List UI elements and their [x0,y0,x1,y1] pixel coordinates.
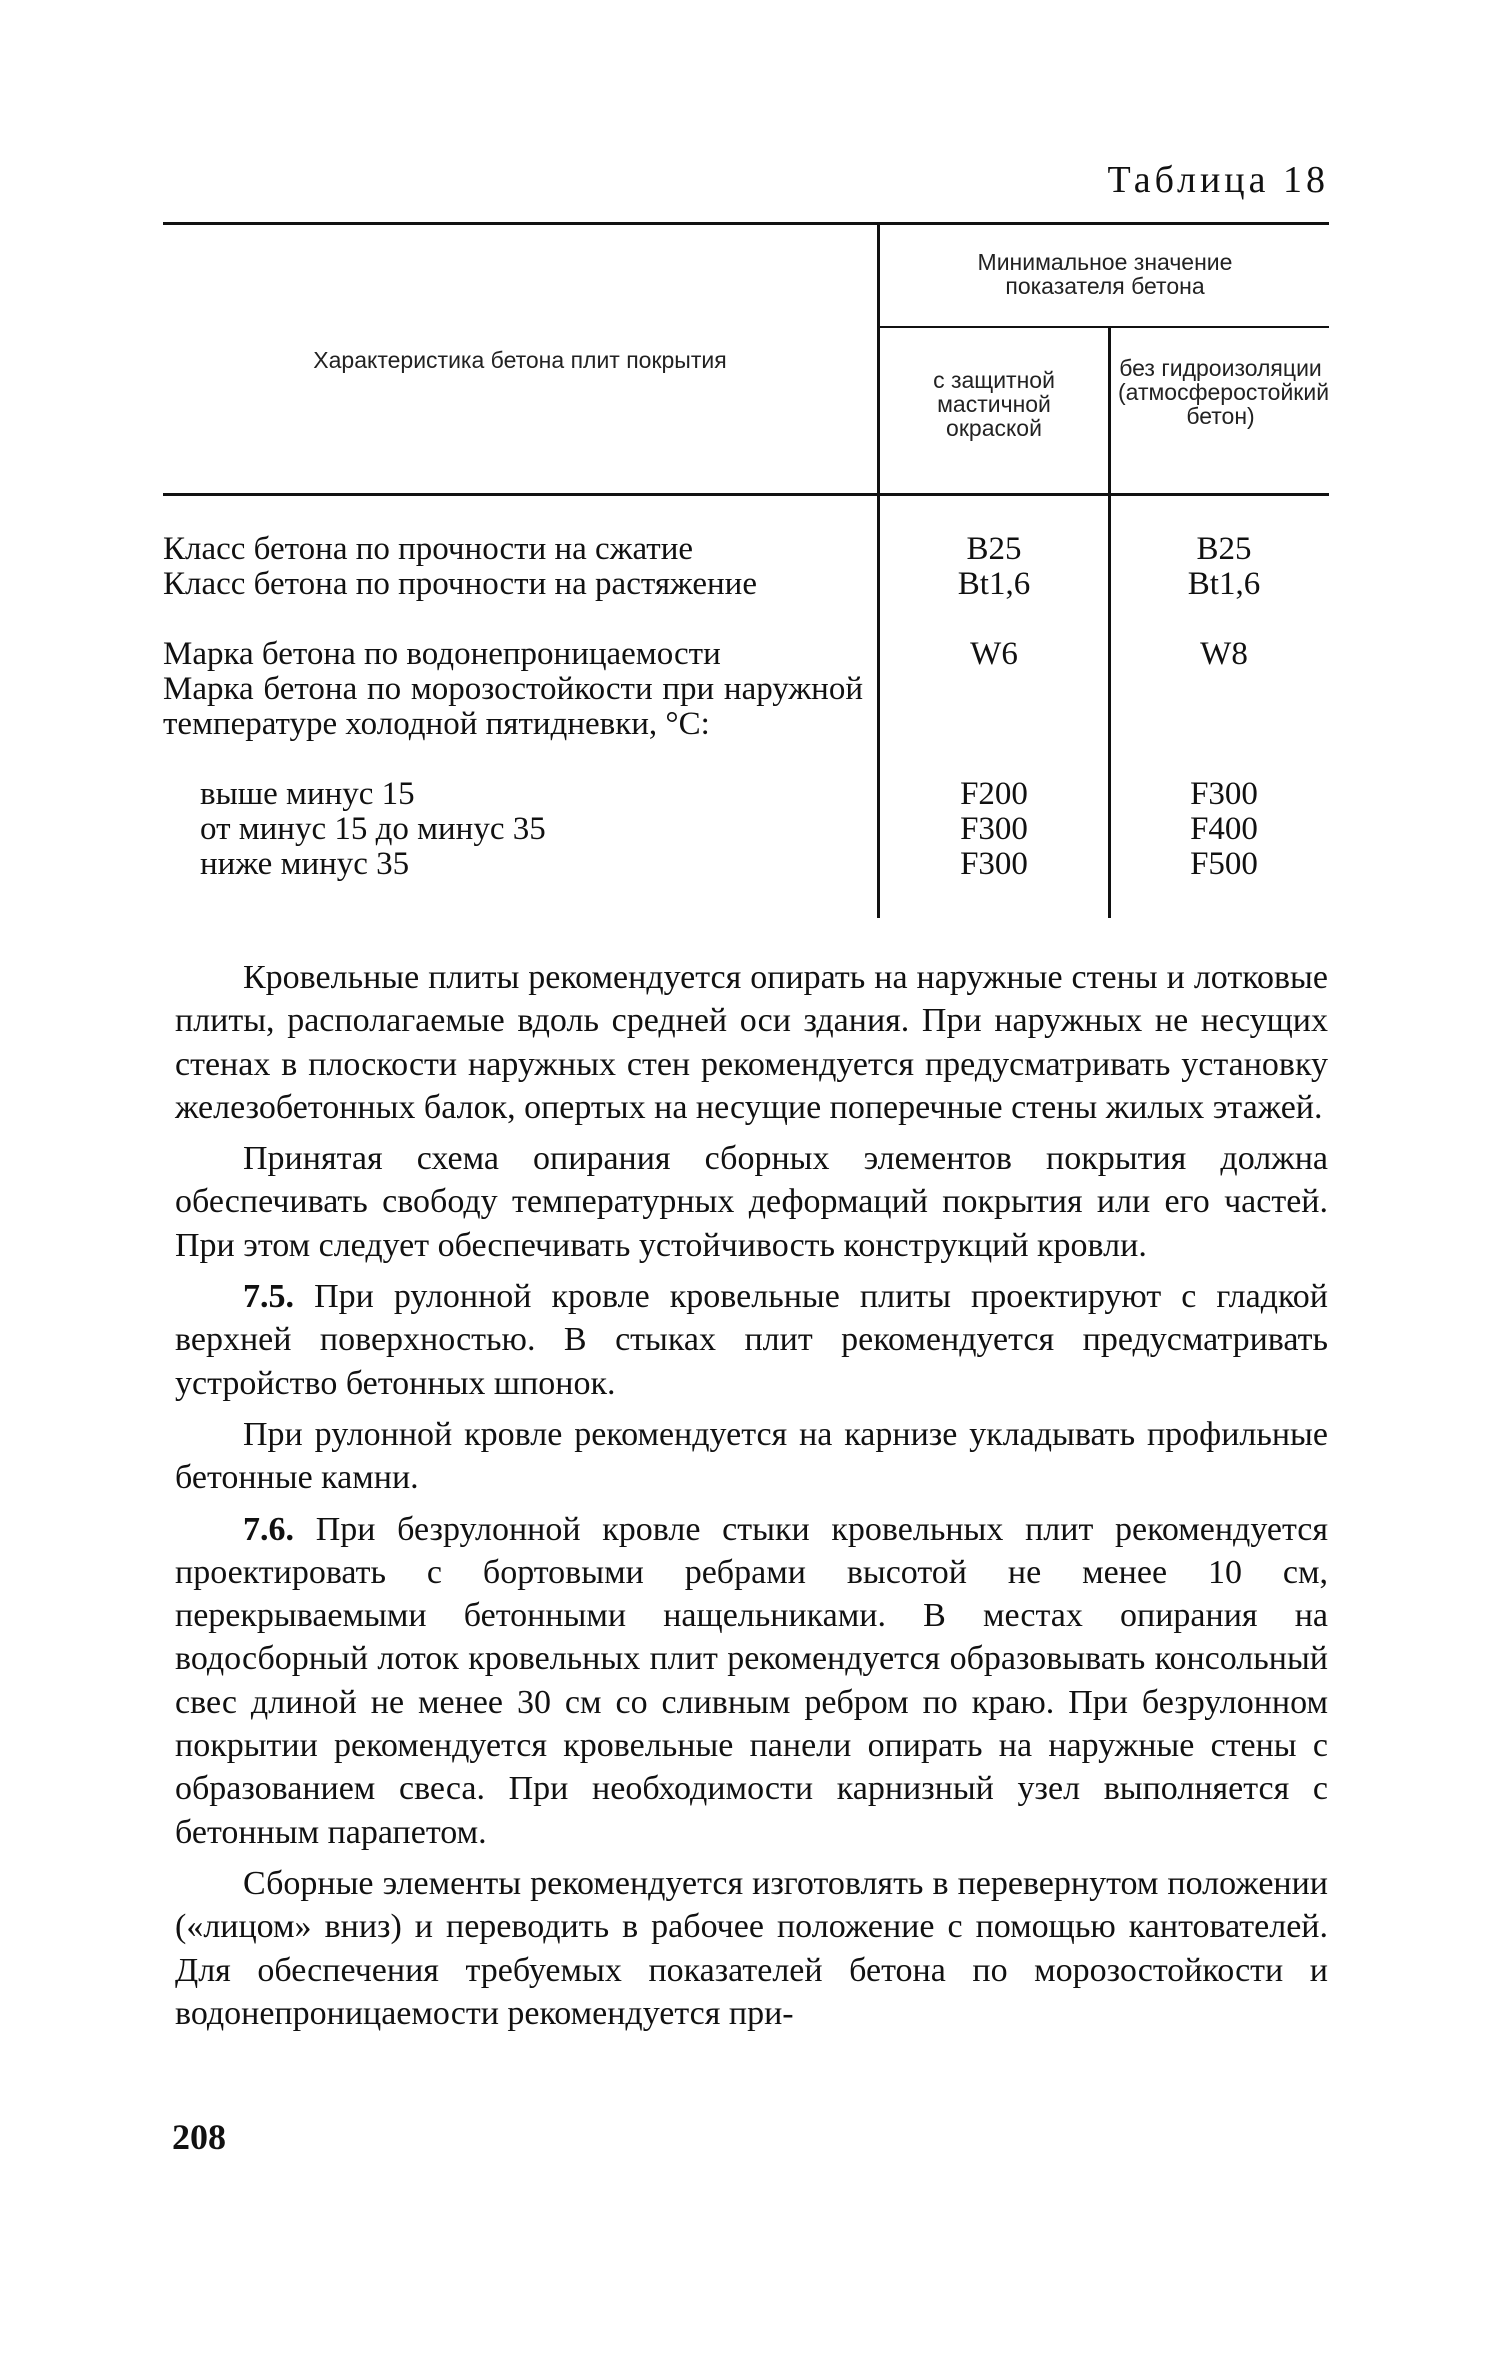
table-cell: F300 [960,811,1028,847]
table-row-label: Марка бетона по морозостойкости при наружной температуре холодной пятидневки, °С: [163,671,863,742]
table-cell: B25 [966,531,1022,567]
table-cell: Bt1,6 [1187,566,1261,602]
table-row-label: выше минус 15 [200,776,415,812]
table-cell: F400 [1190,811,1258,847]
table-cell: F200 [960,776,1028,812]
header-col1: с защитной мастичной окраской [933,367,1055,441]
table-title: Таблица 18 [1107,159,1329,201]
table-top-rule [163,222,1329,225]
paragraph: 7.5. При рулонной кровле кровельные плиты проектируют с гладкой верхней поверхностью. В стыках плит рекомендуется предусматривать устройство бетонных шпонок. [175,1278,1328,1402]
page-number: 208 [172,2117,226,2157]
paragraph: Кровельные плиты рекомендуется опирать на наружные стены и лотковые плиты, располагаемые вдоль средней оси здания. При наружных не несущих стенах в плоскости наружных стен рекомендуется предусматривать установку железобетонных балок, опертых на несущие поперечные стены жилых этажей. [175,959,1328,1126]
table-cell: Bt1,6 [957,566,1031,602]
table-row-label: ниже минус 35 [200,846,410,882]
header-col2: без гидроизоляции (атмосферостойкий бетон) [1118,355,1330,429]
paragraph: Принятая схема опирания сборных элементов покрытия должна обеспечивать свободу температурных деформаций покрытия или его частей. При этом следует обеспечивать устойчивость конструкций кровли. [175,1140,1328,1264]
clause-number: 7.6. [243,1510,294,1548]
table-row-label: от минус 15 до минус 35 [200,811,546,847]
clause-number: 7.5. [243,1278,294,1316]
table-cell: W8 [1200,636,1248,672]
paragraph: При рулонной кровле рекомендуется на карнизе укладывать профильные бетонные камни. [175,1415,1328,1497]
header-bottom-rule [163,493,1329,496]
table-cell: F500 [1190,846,1258,882]
paragraph: 7.6. При безрулонной кровле стыки кровельных плит рекомендуется проектировать с бортовыми ребрами высотой не менее 10 см, перекрываемыми бетонными нащельниками. В местах опирания на водосборный лоток кровельных плит рекомендуется образовывать консольный свес длиной не менее 30 см со сливным ребром по краю. При безрулонном покрытии рекомендуется кровельные панели опирать на наружные стены с образованием свеса. При необходимости карнизный узел выполняется с бетонным парапетом. [175,1510,1328,1851]
table-row-label: Марка бетона по водонепроницаемости [163,636,721,672]
table-row-label: Класс бетона по прочности на растяжение [163,566,757,602]
header-characteristic: Характеристика бетона плит покрытия [313,347,727,373]
paragraph: Сборные элементы рекомендуется изготовлять в перевернутом положении («лицом» вниз) и переводить в рабочее положение с помощью кантователей. Для обеспечения требуемых показателей бетона по морозостойкости и водонепроницаемости рекомендуется при- [175,1864,1328,2032]
table-cell: F300 [1190,776,1258,812]
body-text [175,956,1328,2043]
table-cell: F300 [960,846,1028,882]
header-min-value: Минимальное значение показателя бетона [977,249,1233,299]
table-row-label: Класс бетона по прочности на сжатие [163,531,694,567]
header-sub-rule [880,326,1329,328]
table-cell: W6 [970,636,1018,672]
table-cell: B25 [1196,531,1252,567]
